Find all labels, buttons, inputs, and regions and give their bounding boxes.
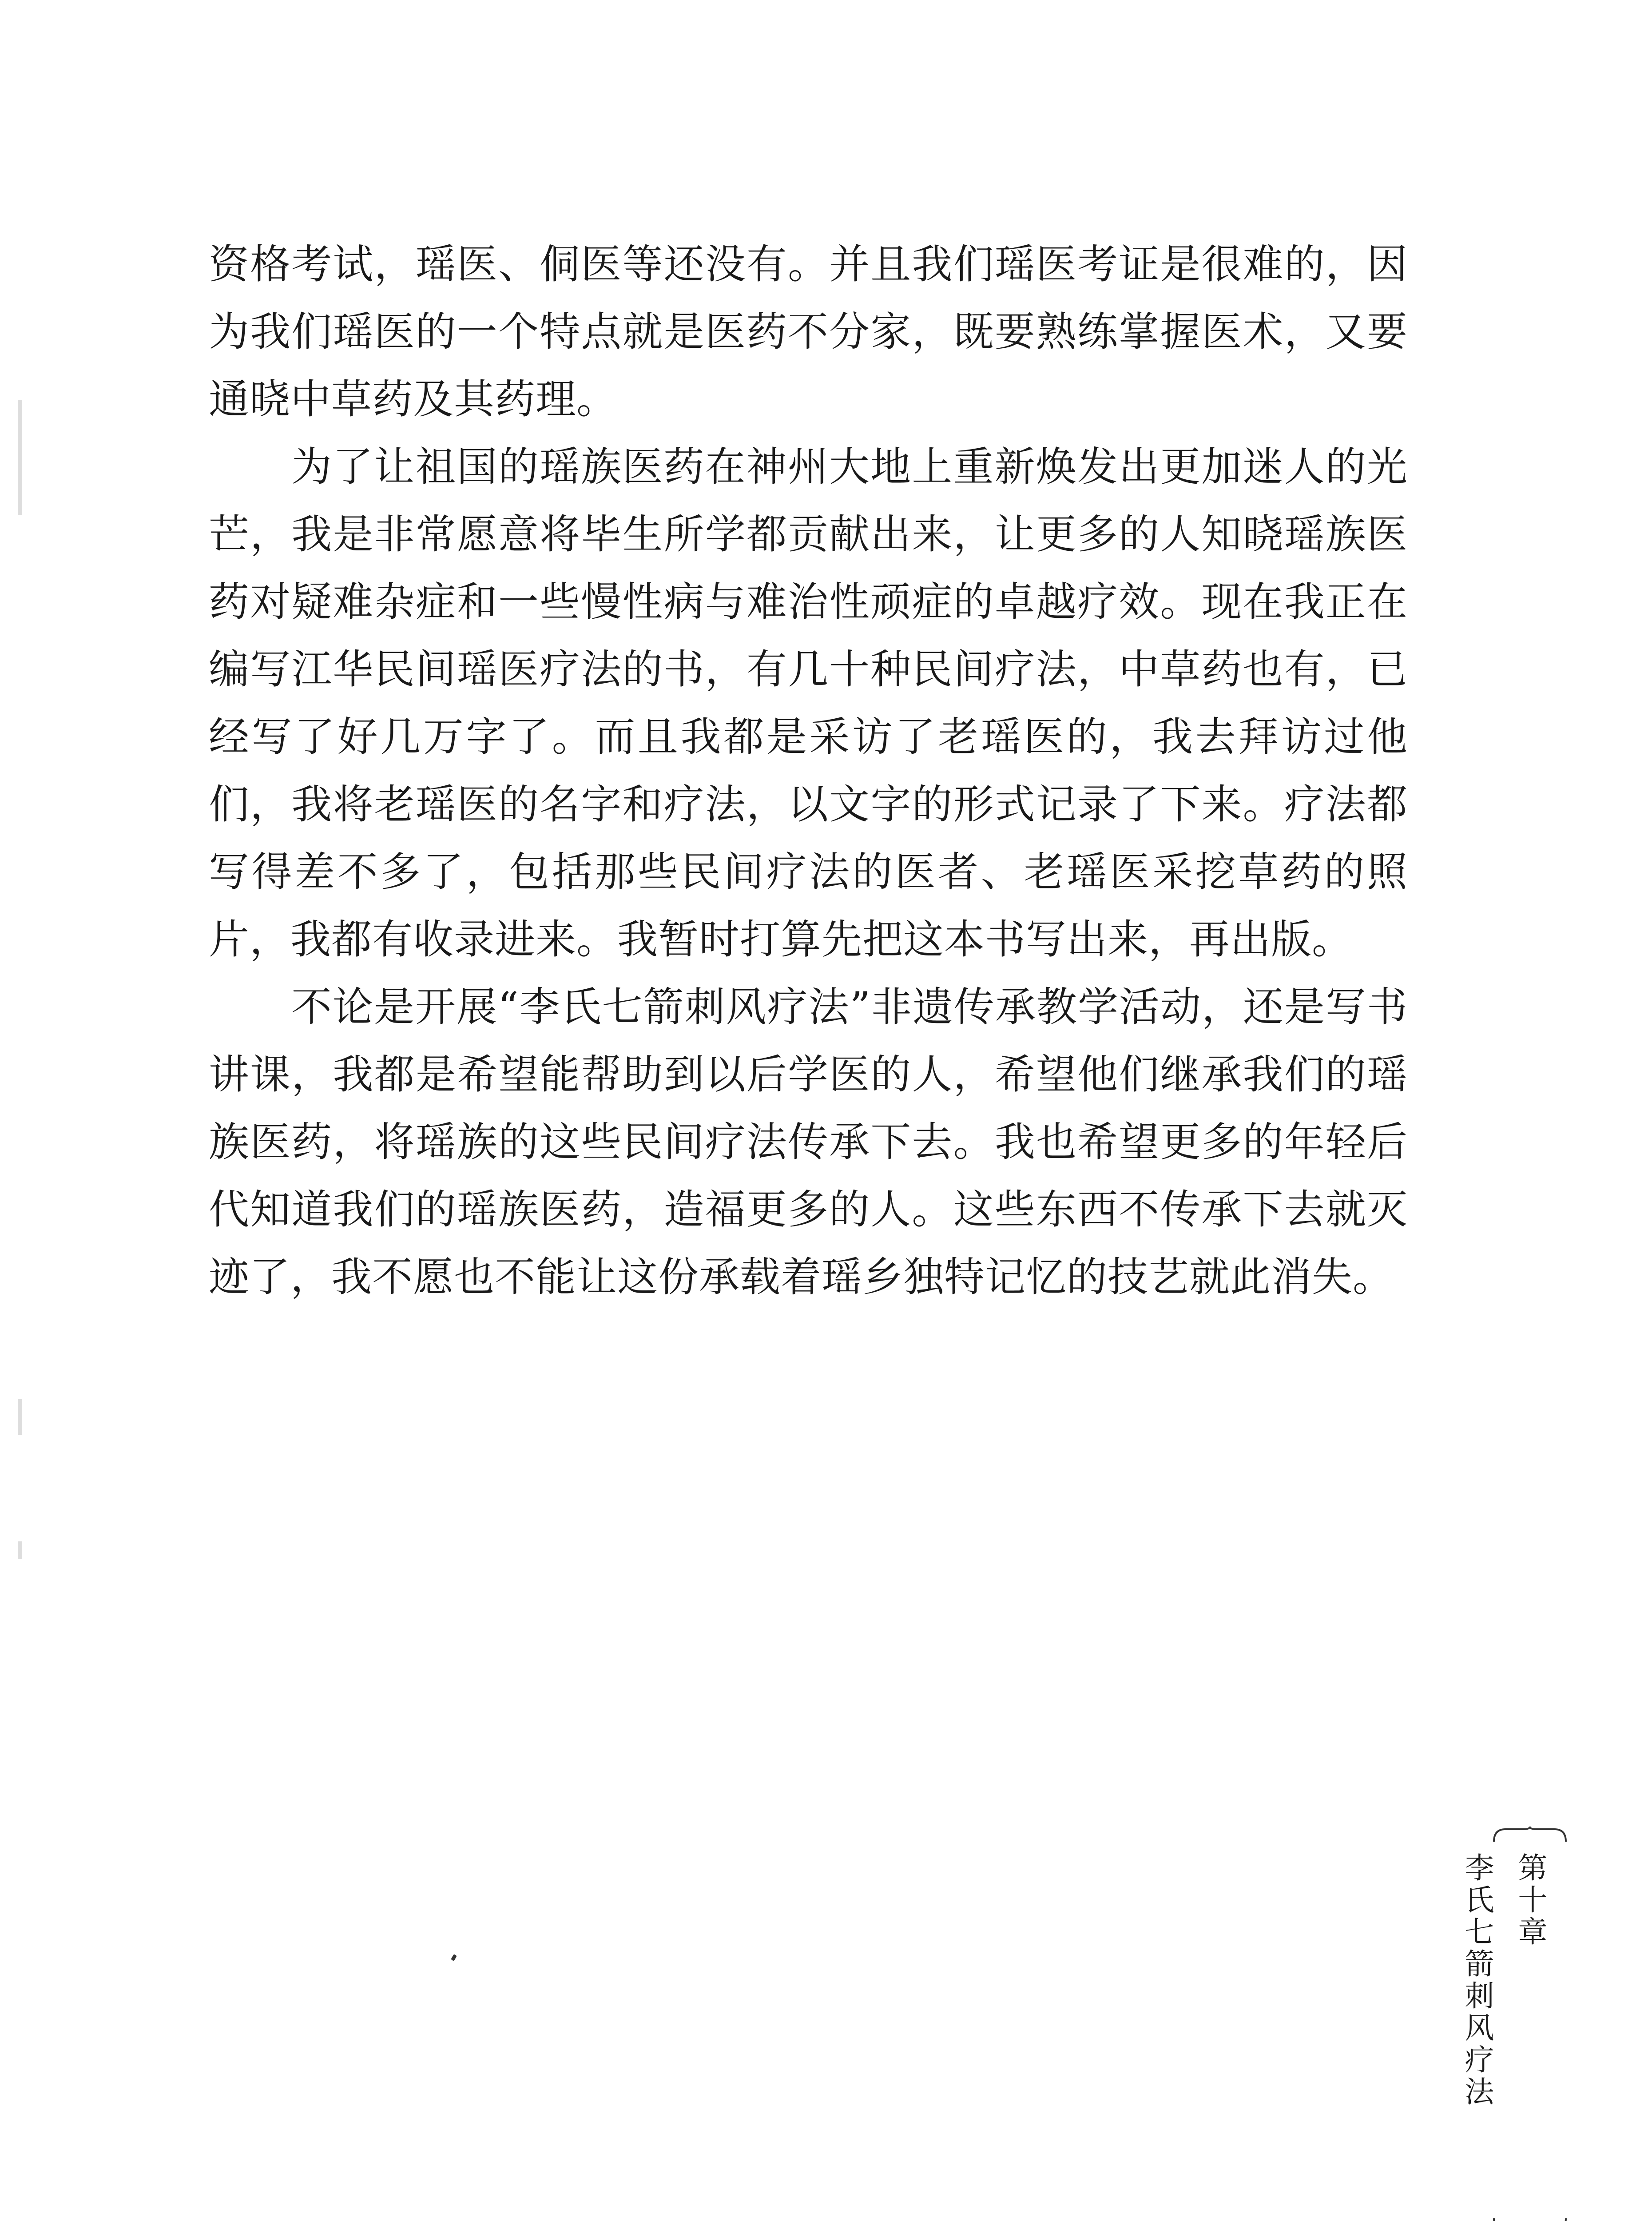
stray-ink-mark: [451, 1954, 457, 1961]
paragraph-3: 不论是开展“李氏七箭刺风疗法”非遗传承教学活动，还是写书讲课，我都是希望能帮助到以后学医的人，希望他们继承我们的瑶族医药，将瑶族的这些民间疗法传承下去。我也希望更多的年轻后代知道我们的瑶族医药，造福更多的人。这些东西不传承下去就灭迹了，我不愿也不能让这份承载着瑶乡独特记忆的技艺就此消失。: [209, 984, 1408, 1301]
scan-edge-mark: [18, 400, 22, 515]
tab-bracket-bottom: [1492, 2217, 1568, 2221]
paragraph-1: 资格考试，瑶医、侗医等还没有。并且我们瑶医考证是很难的，因为我们瑶医的一个特点就是医药不分家，既要熟练掌握医术，又要通晓中草药及其药理。: [209, 241, 1408, 423]
paragraph-2: 为了让祖国的瑶族医药在神州大地上重新焕发出更加迷人的光芒，我是非常愿意将毕生所学都贡献出来，让更多的人知晓瑶族医药对疑难杂症和一些慢性病与难治性顽症的卓越疗效。现在我正在编写江华民间瑶医疗法的书，有几十种民间疗法，中草药也有，已经写了好几万字了。而且我都是采访了老瑶医的，我去拜访过他们，我将老瑶医的名字和疗法，以文字的形式记录了下来。疗法都写得差不多了，包括那些民间疗法的医者、老瑶医采挖草药的照片，我都有收录进来。我暂时打算先把这本书写出来，再出版。: [209, 444, 1408, 963]
tab-chapter-title: 李氏七箭刺风疗法: [1460, 1852, 1494, 2108]
tab-chapter-label: 第十章: [1513, 1852, 1547, 1948]
body-text: [209, 231, 1408, 1311]
tab-bracket-top: [1492, 1826, 1568, 1843]
tab-text: [1460, 1852, 1557, 2217]
scan-edge-mark: [18, 1399, 22, 1435]
scan-edge-mark: [18, 1541, 22, 1559]
chapter-side-tab: [1460, 1826, 1568, 2221]
